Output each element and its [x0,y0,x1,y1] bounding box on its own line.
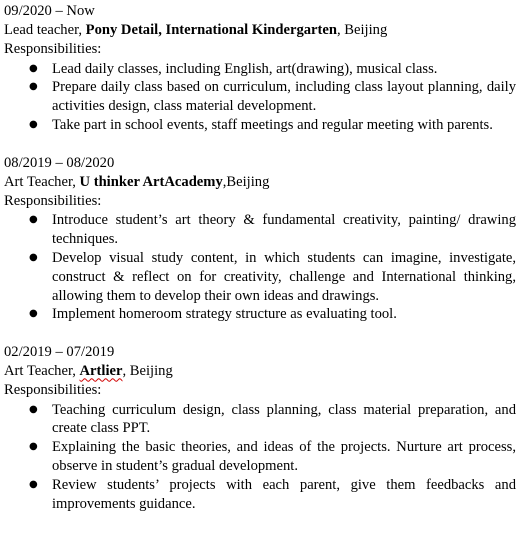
job-entry [4,2,516,135]
job-company: Artlier [79,363,123,380]
job-period: 09/2020 – Now [4,3,95,19]
list-item [4,60,516,79]
list-item-text: Lead daily classes, including English, art(drawing), musical class. [52,60,438,77]
bullet-icon: ● [29,251,38,263]
job-location: ,Beijing [222,173,270,190]
list-item-text: Take part in school events, staff meetings and regular meeting with parents. [52,116,493,133]
responsibilities-list [4,401,516,514]
responsibilities-label: Responsibilities: [4,382,102,399]
job-location: , Beijing [122,363,173,380]
bullet-icon: ● [29,403,38,415]
bullet-icon: ● [29,214,38,226]
bullet-icon: ● [29,118,38,130]
list-item [4,78,516,116]
list-item-text: Prepare daily class based on curriculum, including class layout planning, daily activities design, class material development. [52,79,516,115]
job-title-line [4,173,516,192]
responsibilities-list [4,211,516,324]
job-location: , Beijing [336,22,388,39]
job-company: U thinker ArtAcademy [79,173,223,190]
list-item [4,476,516,514]
list-item [4,401,516,439]
bullet-icon: ● [29,441,38,453]
job-period: 08/2019 – 08/2020 [4,154,115,171]
job-entry [4,154,516,324]
responsibilities-label: Responsibilities: [4,41,102,58]
list-item-text: Develop visual study content, in which students can imagine, investigate, construct & reflect on for creativity, challenge and International thinking, allowing them to develop their own ideas and drawings. [52,249,516,304]
bullet-icon: ● [29,62,38,74]
job-role: Art Teacher, [4,363,80,380]
list-item-text: Review students’ projects with each parent, give them feedbacks and improvements guidance. [52,476,516,512]
list-item-text: Explaining the basic theories, and ideas of the projects. Nurture art process, observe in student’s gradual development. [52,439,516,475]
bullet-icon: ● [29,308,38,320]
list-item-text: Implement homeroom strategy structure as evaluating tool. [52,306,397,323]
list-item [4,438,516,476]
job-title-line [4,21,516,40]
job-role: Lead teacher, [4,22,86,39]
list-item [4,116,516,135]
job-title-line [4,362,516,381]
list-item [4,305,516,324]
job-company: Pony Detail, International Kindergarten [85,22,337,39]
list-item-text: Introduce student’s art theory & fundamental creativity, painting/ drawing techniques. [52,212,516,248]
bullet-icon: ● [29,478,38,490]
job-entry [4,343,516,513]
resume-experience-section [4,2,516,532]
job-period: 02/2019 – 07/2019 [4,344,115,361]
responsibilities-list [4,60,516,135]
list-item [4,249,516,305]
job-role: Art Teacher, [4,173,80,190]
responsibilities-label: Responsibilities: [4,193,102,210]
bullet-icon: ● [29,81,38,93]
list-item-text: Teaching curriculum design, class planning, class material preparation, and create class PPT. [52,401,516,437]
list-item [4,211,516,249]
